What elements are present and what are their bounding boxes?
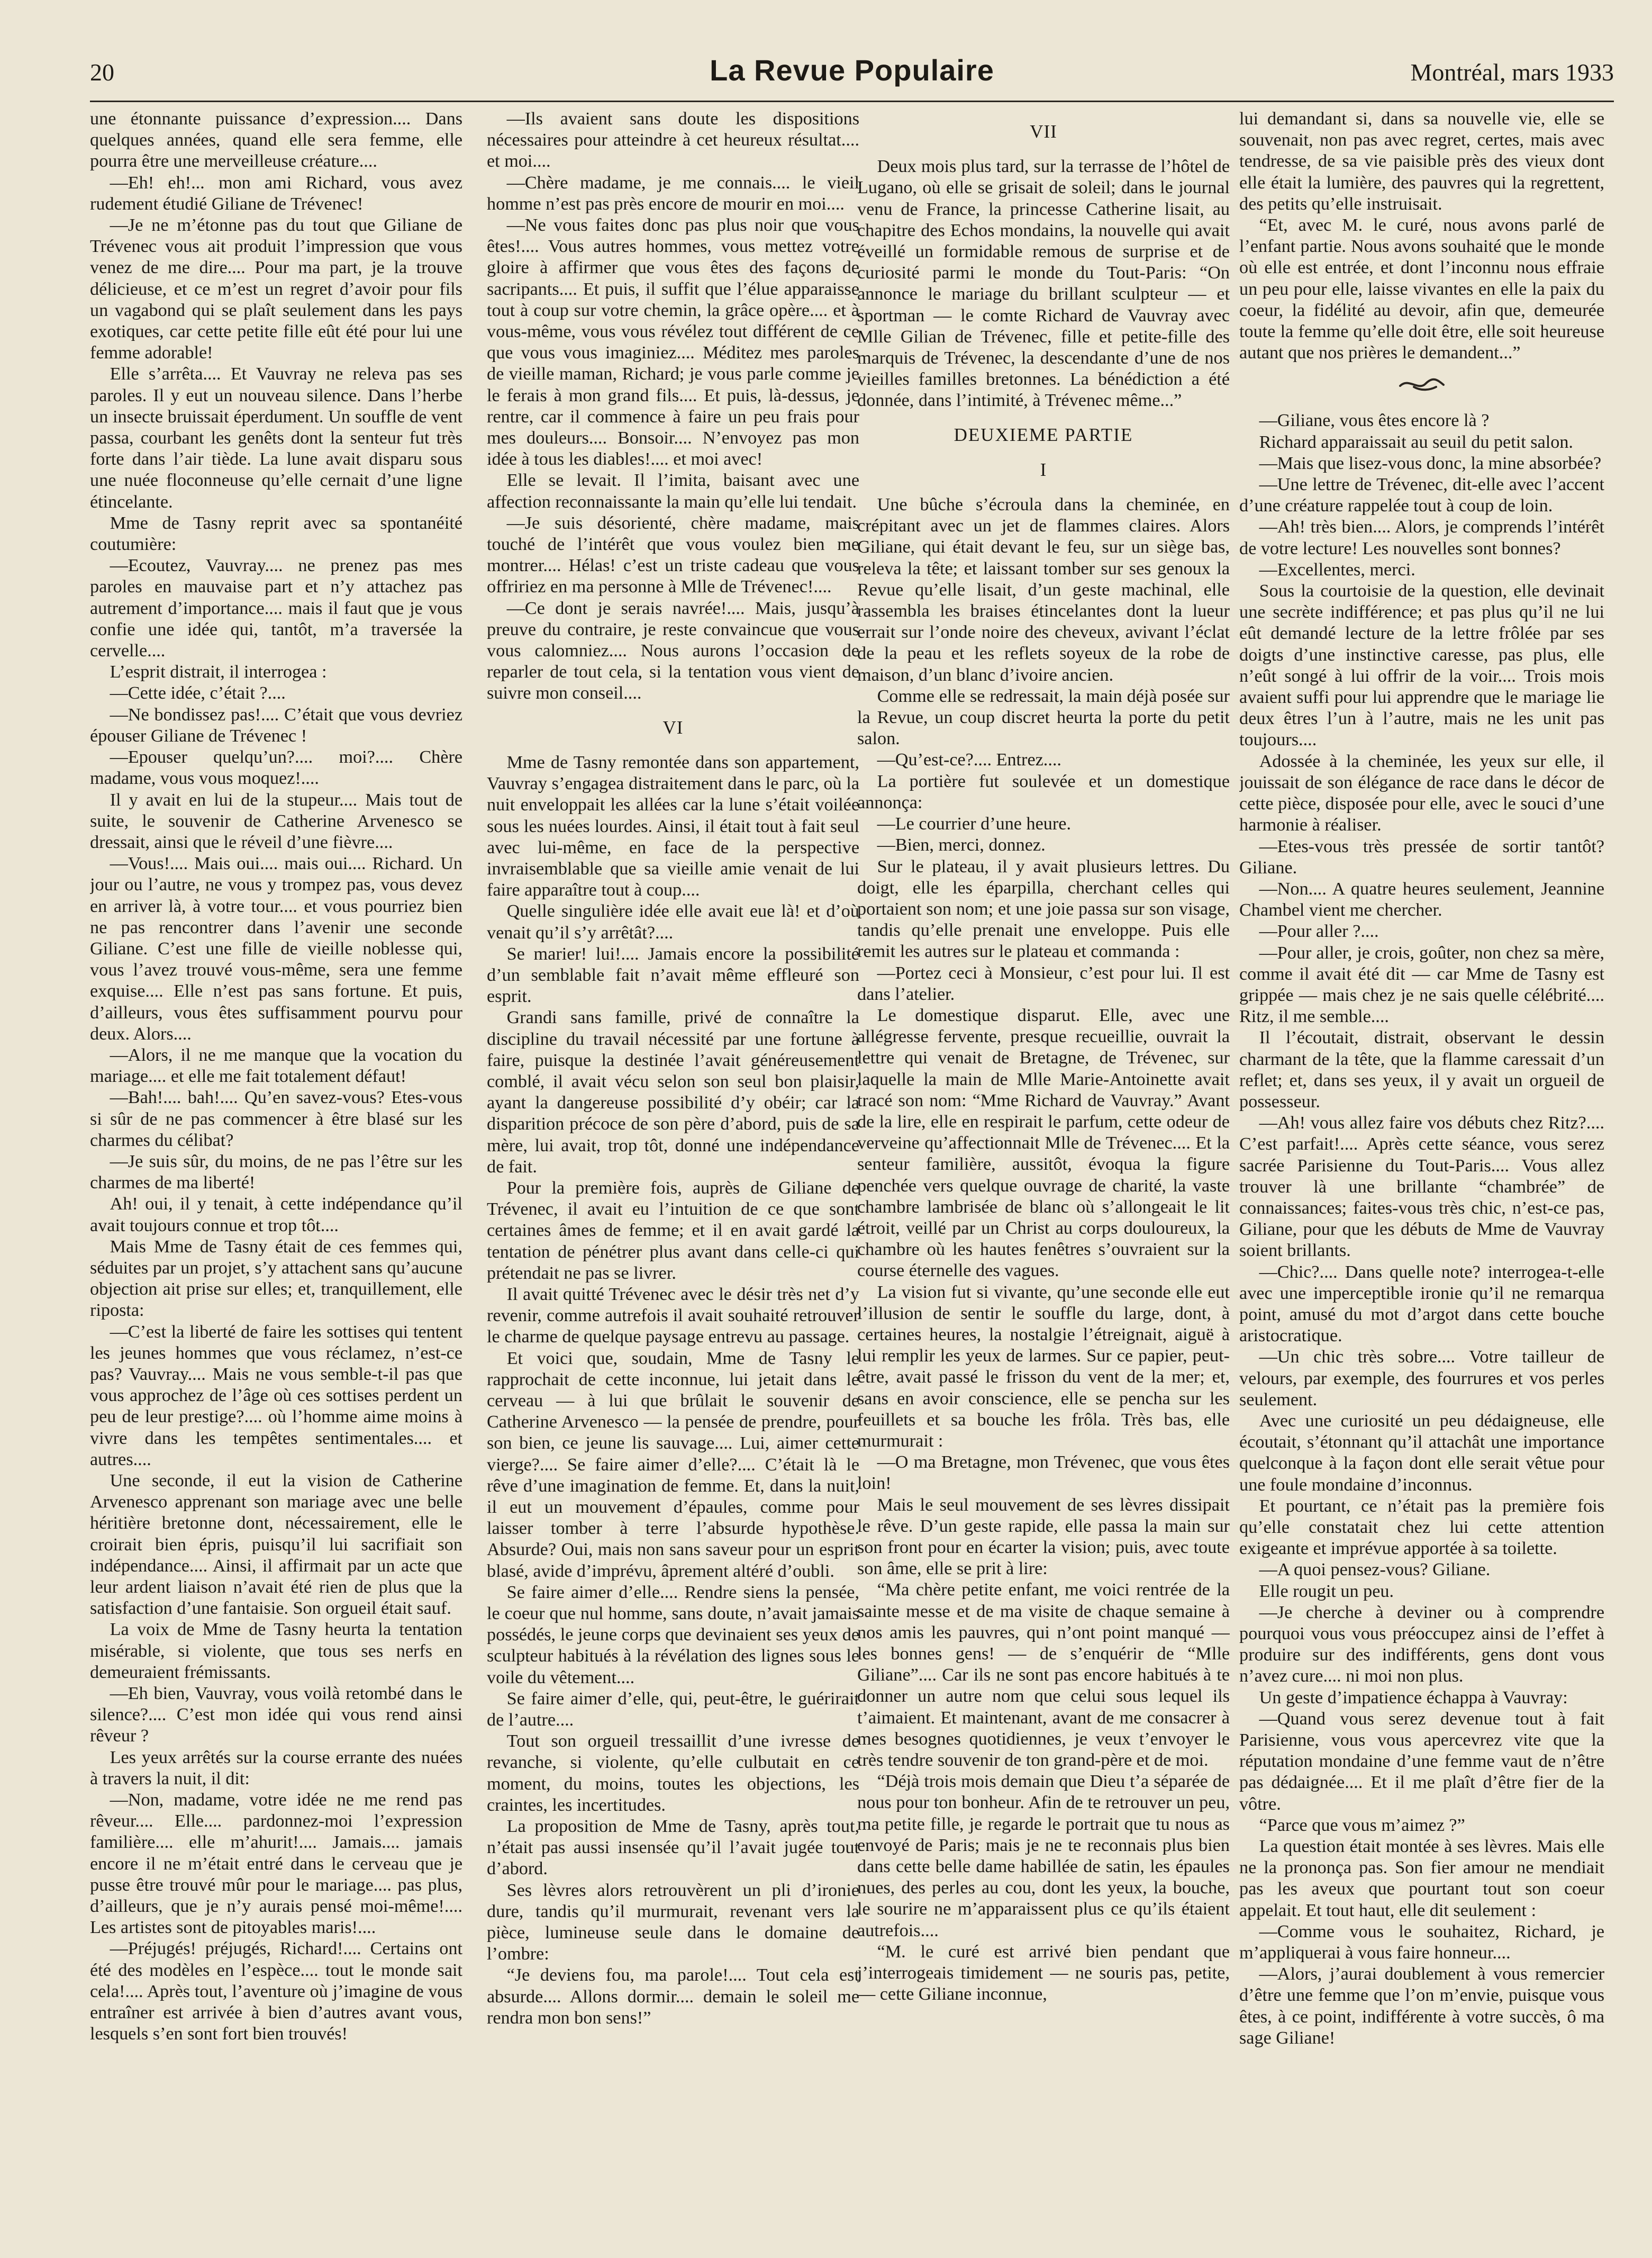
section-heading: VII — [1030, 121, 1057, 142]
paragraph: Il l’écoutait, distrait, observant le dessin charmant de la tête, que la flamme caressait d’un reflet; et, dans ses yeux, il y avait un orgueil de possesseur. — [1239, 1028, 1604, 1112]
paragraph: Sur le plateau, il y avait plusieurs lettres. Du doigt, elle les éparpilla, cherchant celles qui portaient son nom; et une joie passa sur son visage, tandis qu’elle prenait une enveloppe. Puis elle remit les autres sur le plateau et commanda : — [857, 856, 1230, 962]
paragraph: —Alors, j’aurai doublement à vous remercier d’être une femme que l’on m’envie, puisque vous êtes, à ce point, indifférente à votre succès, ô ma sage Giliane! — [1239, 1964, 1604, 2048]
paragraph: Il avait quitté Trévenec avec le désir très net d’y revenir, comme autrefois il avait souhaité retrouver le charme de quelque paysage entrevu au passage. — [487, 1284, 859, 1347]
paragraph: Avec une curiosité un peu dédaigneuse, elle écoutait, s’étonnant qu’il attachât une importance quelconque à la façon dont elle serait vêtue pour une foule mondaine d’inconnus. — [1239, 1411, 1604, 1495]
text-column-4 — [1239, 109, 1604, 2049]
paragraph: —Excellentes, merci. — [1259, 559, 1415, 580]
paragraph: —Chic?.... Dans quelle note? interrogea-t-elle avec une imperceptible ironie qu’il ne remarqua point, amusé du mot d’argot dans cette bouche aristocratique. — [1239, 1262, 1604, 1346]
page-header — [90, 53, 1614, 95]
paragraph: —Quand vous serez devenue tout à fait Parisienne, vous vous apercevrez vite que la réputation mondaine d’une femme vaut de n’être pas dédaignée.... Et il me plaît d’être fier de la vôtre. — [1239, 1709, 1604, 1814]
paragraph: “M. le curé est arrivé bien pendant que j’interrogeais timidement — ne souris pas, petite, — cette Giliane inconnue, — [857, 1941, 1230, 2004]
paragraph: —Ah! vous allez faire vos débuts chez Ritz?.... C’est parfait!.... Après cette séance, vous serez sacrée Parisienne du Tout-Paris.... Vous allez trouver là une brillante “chambrée” de connaissances; faites-vous très chic, n’est-ce pas, Giliane, pour que les débuts de Mme de Vauvray soient brillants. — [1239, 1113, 1604, 1261]
paragraph: La proposition de Mme de Tasny, après tout, n’était pas aussi insensée qu’il l’avait jugée tout d’abord. — [487, 1817, 859, 1879]
paragraph: lui demandant si, dans sa nouvelle vie, elle se souvenait, non pas avec regret, certes, mais avec tendresse, de sa vie paisible près des vieux dont elle était la lumière, des pauvres qui la regrettent, des petits qu’elle instruisait. — [1239, 109, 1604, 214]
part-heading: DEUXIEME PARTIE — [954, 424, 1133, 445]
paragraph: —Bah!.... bah!.... Qu’en savez-vous? Etes-vous si sûr de ne pas commencer à être blasé sur les charmes du célibat? — [90, 1088, 462, 1150]
text-column-1 — [90, 109, 462, 2045]
paragraph: —Giliane, vous êtes encore là ? — [1259, 411, 1490, 431]
paragraph: —Je ne m’étonne pas du tout que Giliane de Trévenec vous ait produit l’impression que vous venez de me dire.... Pour ma part, je la trouve délicieuse, et ce m’est un regret d’avoir pour fils un vagabond qui se plaît seulement dans les pays exotiques, car cette petite fille eût été pour lui une femme adorable! — [90, 215, 462, 363]
paragraph: —C’est la liberté de faire les sottises qui tentent les jeunes hommes que vous réclamez, n’est-ce pas? Vauvray.... Mais ne vous semble-t-il pas que vous approchez de l’âge où ces sottises perdent un peu de leur prestige?.... où l’homme aime moins à vivre dans les tempêtes sentimentales.... et autres.... — [90, 1322, 462, 1469]
paragraph: Deux mois plus tard, sur la terrasse de l’hôtel de Lugano, où elle se grisait de soleil; dans le journal venu de France, la princesse Catherine lisait, au chapitre des Echos mondains, la nouvelle qui avait éveillé un formidable remous de surprise et de curiosité parmi le monde du Tout-Paris: “On annonce le mariage du brillant sculpteur — et sportman — le comte Richard de Vauvray avec Mlle Gilian de Trévenec, fille et petite-fille des marquis de Trévenec, la descendante d’une de nos vieilles familles bretonnes. La bénédiction a été donnée, dans l’intimité, à Trévenec même...” — [857, 157, 1230, 411]
paragraph: “Et, avec M. le curé, nous avons parlé de l’enfant partie. Nous avons souhaité que le monde où elle est entrée, et dont l’inconnu nous effraie un peu pour elle, laisse vivantes en elle la paix du coeur, la fidélité au devoir, afin que, demeurée toute la femme qu’elle doit être, elle soit heureuse autant que nos prières le demandent...” — [1239, 215, 1604, 363]
paragraph: —Ecoutez, Vauvray.... ne prenez pas mes paroles en mauvaise part et n’y attachez pas autrement d’importance.... mais il faut que je vous confie une idée qui, tantôt, m’a traversée la cervelle.... — [90, 556, 462, 661]
paragraph: —Mais que lisez-vous donc, la mine absorbée? — [1259, 453, 1602, 473]
paragraph: Se faire aimer d’elle.... Rendre siens la pensée, le coeur que nul homme, sans doute, n’avait jamais possédés, le jeune corps que devinaient ses yeux de sculpteur habitués à la révélation des lignes sous le voile du vêtement.... — [487, 1582, 859, 1687]
section-heading: I — [1040, 459, 1047, 480]
paragraph: —Qu’est-ce?.... Entrez.... — [877, 750, 1061, 770]
ornament-divider — [1239, 375, 1604, 396]
paragraph: Tout son orgueil tressaillit d’une ivresse de revanche, si violente, qu’elle culbutait en ce moment, du moins, toutes les objections, les craintes, les incertitudes. — [487, 1731, 859, 1815]
paragraph: —Ne bondissez pas!.... C’était que vous devriez épouser Giliane de Trévenec ! — [90, 705, 462, 746]
paragraph: Une seconde, il eut la vision de Catherine Arvenesco apprenant son mariage avec une belle héritière bretonne dont, nécessairement, elle le croirait bien épris, puisqu’il lui sacrifiait son indépendance.... Ainsi, il affirmait par un acte que leur ardent liaison n’avait été rien de plus que la satisfaction d’une fantaisie. Son orgueil était sauf. — [90, 1471, 462, 1619]
paragraph: —O ma Bretagne, mon Trévenec, que vous êtes loin! — [857, 1452, 1230, 1494]
paragraph: —Non.... A quatre heures seulement, Jeannine Chambel vient me chercher. — [1239, 879, 1604, 920]
paragraph: —Cette idée, c’était ?.... — [110, 683, 286, 703]
paragraph: une étonnante puissance d’expression.... Dans quelques années, quand elle sera femme, elle pourra être une merveilleuse créature.... — [90, 109, 462, 171]
paragraph: Ah! oui, il y tenait, à cette indépendance qu’il avait toujours connue et trop tôt.... — [90, 1194, 462, 1235]
paragraph: Mais Mme de Tasny était de ces femmes qui, séduites par un projet, s’y attachent sans qu’aucune objection ait prise sur elles; et, tranquillement, elle riposta: — [90, 1236, 462, 1321]
paragraph: La voix de Mme de Tasny heurta la tentation misérable, si violente, que tous ses nerfs en demeuraient frémissants. — [90, 1620, 462, 1682]
paragraph: —Je cherche à deviner ou à comprendre pourquoi vous vous préoccupez ainsi de l’effet à produire sur des indifférents, gens dont vous n’avez cure.... ni moi non plus. — [1239, 1602, 1604, 1686]
paragraph: Richard apparaissait au seuil du petit salon. — [1259, 432, 1573, 452]
paragraph: Quelle singulière idée elle avait eue là! et d’où venait qu’il s’y arrêtât?.... — [487, 901, 859, 943]
paragraph: Elle se levait. Il l’imita, baisant avec une affection reconnaissante la main qu’elle lui tendait. — [487, 471, 859, 512]
page-number: 20 — [90, 59, 114, 86]
paragraph: Le domestique disparut. Elle, avec une allégresse fervente, presque recueillie, ouvrait la lettre qui venait de Bretagne, de Trévenec, sur laquelle la main de Mlle Marie-Antoinette avait tracé son nom: “Mme Richard de Vauvray.” Avant de la lire, elle en respirait le parfum, cette odeur de verveine qu’affectionnait Mlle de Trévenec.... Et la senteur familière, aussitôt, évoqua la figure penchée vers quelque ouvrage de charité, la vaste chambre lambrisée de blanc où s’allongeait le lit étroit, veillé par un Christ au corps douloureux, la chambre où les hautes fenêtres s’ouvraient sur la course éternelle des vagues. — [857, 1005, 1230, 1281]
paragraph: La vision fut si vivante, qu’une seconde elle eut l’illusion de sentir le souffle du large, dont, à certaines heures, la nostalgie l’étreignait, aiguë à lui remplir les yeux de larmes. Sur ce papier, peut-être, avait passé le frisson du vent de la mer; et, sans en avoir conscience, elle se pencha sur les feuillets et sa bouche les frôla. Très bas, elle murmurait : — [857, 1282, 1230, 1451]
paragraph: —Portez ceci à Monsieur, c’est pour lui. Il est dans l’atelier. — [857, 963, 1230, 1004]
paragraph: —Pour aller, je crois, goûter, non chez sa mère, comme il avait été dit — car Mme de Tasny est grippée — mais chez je ne sais quelle célébrité.... Ritz, il me semble.... — [1239, 943, 1604, 1027]
flourish-icon — [1398, 375, 1446, 394]
paragraph: —Un chic très sobre.... Votre tailleur de velours, par exemple, des fourrures et vos perles seulement. — [1239, 1347, 1604, 1410]
paragraph: —Ne vous faites donc pas plus noir que vous êtes!.... Vous autres hommes, vous mettez votre gloire à affirmer que vous êtes des façons de sacripants.... Et puis, il suffit que l’élue apparaisse tout à coup sur votre chemin, la grâce opère.... et à vous-même, vous vous révélez tout différent de ce que vous vous imaginiez.... Méditez mes paroles de vieille maman, Richard; je vous parle comme je le ferais à mon grand fils.... Et puis, là-dessus, je rentre, car il commence à faire un peu frais pour mes douleurs.... Bonsoir.... N’envoyez pas mon idée à tous les diables!.... et moi avec! — [487, 215, 859, 469]
paragraph: —Le courrier d’une heure. — [877, 814, 1071, 834]
text-column-2 — [487, 109, 859, 2029]
paragraph: —Pour aller ?.... — [1259, 922, 1379, 942]
paragraph: —Je suis désorienté, chère madame, mais touché de l’intérêt que vous voulez bien me montrer.... Hélas! c’est un triste cadeau que vous offririez en ma personne à Mlle de Trévenec!.... — [487, 513, 859, 597]
paragraph: Mais le seul mouvement de ses lèvres dissipait le rêve. D’un geste rapide, elle passa la main sur son front pour en écarter la vision; puis, avec toute son âme, elle se prit à lire: — [857, 1495, 1230, 1579]
paragraph: “Déjà trois mois demain que Dieu t’a séparée de nous pour ton bonheur. Afin de te retrouver un peu, ma petite fille, je regarde le portrait que tu nous as envoyé de Paris; mais je ne te reconnais plus bien dans cette belle dame habillée de satin, les épaules nues, des perles au cou, dont les yeux, la bouche, le sourire ne m’apparaissent plus ce qu’ils étaient autrefois.... — [857, 1772, 1230, 1940]
paragraph: —Bien, merci, donnez. — [877, 835, 1046, 855]
paragraph: Se faire aimer d’elle, qui, peut-être, le guérirait de l’autre.... — [487, 1688, 859, 1730]
paragraph: Et voici que, soudain, Mme de Tasny le rapprochait de cette inconnue, lui jetait dans le cerveau — à lui que brûlait le souvenir de Catherine Arvenesco — la pensée de prendre, pour son bien, ce jeune lis sauvage.... Lui, aimer cette vierge?.... Se faire aimer d’elle?.... C’était là le rêve d’une imagination de femme. Et, dans la nuit, il eut un mouvement d’épaules, comme pour laisser tomber à terre l’absurde hypothèse. Absurde? Oui, mais non sans saveur pour un esprit blasé, avide d’imprévu, âprement altéré d’oubli. — [487, 1348, 859, 1581]
paragraph: —Ils avaient sans doute les dispositions nécessaires pour atteindre à cet heureux résultat.... et moi.... — [487, 109, 859, 171]
paragraph: Se marier! lui!.... Jamais encore la possibilité d’un semblable fait n’avait même effleuré son esprit. — [487, 944, 859, 1007]
paragraph: “Parce que vous m’aimez ?” — [1259, 1815, 1465, 1835]
paragraph: “Je deviens fou, ma parole!.... Tout cela est absurde.... Allons dormir.... demain le soleil me rendra mon bon sens!” — [487, 1965, 859, 2028]
paragraph: —A quoi pensez-vous? Giliane. — [1259, 1560, 1491, 1580]
text-column-3 — [857, 109, 1230, 2005]
paragraph: —Préjugés! préjugés, Richard!.... Certains ont été des modèles en l’espèce.... tout le monde sait cela!.... Après tout, l’aventure où j’imagine de vous entraîner est arrivée à bien d’autres avant vous, lesquels s’en sont fort bien trouvés! — [90, 1939, 462, 2044]
paragraph: Mme de Tasny reprit avec sa spontanéité coutumière: — [90, 513, 462, 555]
paragraph: L’esprit distrait, il interrogea : — [110, 662, 327, 682]
paragraph: Mme de Tasny remontée dans son appartement, Vauvray s’engagea distraitement dans le parc, où la nuit enveloppait les allées car la lune s’était voilée sous les nuées lourdes. Ainsi, il était tout à fait seul avec lui-même, en face de la perspective invraisemblable que sa vieille amie venait de lui faire apparaître tout à coup.... — [487, 752, 859, 900]
paragraph: —Non, madame, votre idée ne me rend pas rêveur.... Elle.... pardonnez-moi l’expression familière.... elle m’ahurit!.... Jamais.... jamais encore il ne m’était entré dans le cerveau que je pusse être trouvé mûr pour le mariage.... pas plus, d’ailleurs, que je n’y aurais pensé moi-même!.... Les artistes sont de pitoyables maris!.... — [90, 1790, 462, 1938]
paragraph: Une bûche s’écroula dans la cheminée, en crépitant avec un jet de flammes claires. Alors Giliane, qui était devant le feu, sur un siège bas, releva la tête; et laissant tomber sur ses genoux la Revue qu’elle lisait, d’un geste machinal, elle rassembla les braises étincelantes dont la lueur errait sur l’onde noire des cheveux, avivant l’éclat de la peau et les reflets soyeux de la robe de maison, d’un blanc d’ivoire ancien. — [857, 495, 1230, 685]
paragraph: —Etes-vous très pressée de sortir tantôt? Giliane. — [1239, 836, 1604, 878]
paragraph: La portière fut soulevée et un domestique annonça: — [857, 771, 1230, 812]
paragraph: Un geste d’impatience échappa à Vauvray: — [1259, 1687, 1568, 1708]
header-rule — [90, 101, 1614, 102]
paragraph: “Ma chère petite enfant, me voici rentrée de la sainte messe et de ma visite de chaque semaine à nos amis les pauvres, qui n’ont point manqué — les bonnes gens! — de s’enquérir de “Mlle Giliane”.... Car ils ne sont pas encore habitués à te donner un autre nom que celui sous lequel ils t’aimaient. Et maintenant, avant de me consacrer à mes besognes quotidiennes, je veux t’envoyer le très tendre souvenir de ton grand-père et de moi. — [857, 1580, 1230, 1771]
paragraph: Ses lèvres alors retrouvèrent un pli d’ironie dure, tandis qu’il murmurait, revenant vers la pièce, lumineuse seule dans le domaine de l’ombre: — [487, 1880, 859, 1964]
paragraph: —Epouser quelqu’un?.... moi?.... Chère madame, vous vous moquez!.... — [90, 747, 462, 789]
paragraph: Il y avait en lui de la stupeur.... Mais tout de suite, le souvenir de Catherine Arvenesco se dressait, ainsi que le réveil d’une fièvre.... — [90, 790, 462, 852]
paragraph: Les yeux arrêtés sur la course errante des nuées à travers la nuit, il dit: — [90, 1747, 462, 1789]
issue-date: Montréal, mars 1933 — [1410, 59, 1614, 86]
paragraph: La question était montée à ses lèvres. Mais elle ne la prononça pas. Son fier amour ne mendiait pas les aveux que pourtant tout son coeur appelait. Et tout haut, elle dit seulement : — [1239, 1837, 1604, 1920]
paragraph: Adossée à la cheminée, les yeux sur elle, il jouissait de son élégance de race dans le décor de cette pièce, disposée pour elle, avec le souci d’une harmonie à réaliser. — [1239, 751, 1604, 835]
paragraph: —Vous!.... Mais oui.... mais oui.... Richard. Un jour ou l’autre, ne vous y trompez pas, vous devez en arriver là, à votre tour.... et vous pourriez bien ne pas rencontrer dans l’avenir une seconde Giliane. C’est une fille de vieille noblesse qui, vous l’avez trouvé vous-même, sera une femme exquise.... Elle n’est pas sans fortune. Et puis, d’ailleurs, vous êtes suffisamment pourvu pour deux. Alors.... — [90, 854, 462, 1044]
paragraph: —Une lettre de Trévenec, dit-elle avec l’accent d’une créature rappelée tout à coup de loin. — [1239, 475, 1604, 516]
paragraph: Comme elle se redressait, la main déjà posée sur la Revue, un coup discret heurta la porte du petit salon. — [857, 686, 1230, 749]
paragraph: Elle rougit un peu. — [1259, 1581, 1394, 1601]
paragraph: —Ah! très bien.... Alors, je comprends l’intérêt de votre lecture! Les nouvelles sont bonnes? — [1239, 517, 1604, 558]
paragraph: Et pourtant, ce n’était pas la première fois qu’elle constatait chez lui cette attention exigeante et imprévue apportée à sa toilette. — [1239, 1496, 1604, 1559]
paragraph: —Comme vous le souhaitez, Richard, je m’appliquerai à vous faire honneur.... — [1239, 1921, 1604, 1963]
paragraph: —Chère madame, je me connais.... le vieil homme n’est pas près encore de mourir en moi.... — [487, 173, 859, 214]
paragraph: Elle s’arrêta.... Et Vauvray ne releva pas ses paroles. Il y eut un nouveau silence. Dans l’herbe un insecte bruissait éperdument. Un souffle de vent passa, courbant les genêts dont la senteur fut très forte dans l’air tiède. La lune avait disparu sous une nuée floconneuse qu’elle cernait d’une ligne étincelante. — [90, 364, 462, 512]
paragraph: Pour la première fois, auprès de Giliane de Trévenec, il avait eu l’intuition de ce que sont certaines âmes de femme; et il en avait gardé la tentation de pénétrer plus avant dans celle-ci qui prétendait ne pas se livrer. — [487, 1178, 859, 1283]
paragraph: Grandi sans famille, privé de connaître la discipline du travail nécessité par une fortune à faire, puisque la destinée l’avait généreusement comblé, il avait vécu selon son seul bon plaisir, ayant la dangereuse possibilité d’y obéir; car la disparition précoce de son père d’abord, puis de sa mère, lui avait, trop tôt, donné une indépendance de fait. — [487, 1008, 859, 1177]
paragraph: —Je suis sûr, du moins, de ne pas l’être sur les charmes de ma liberté! — [90, 1151, 462, 1193]
paragraph: —Eh! eh!... mon ami Richard, vous avez rudement étudié Giliane de Trévenec! — [90, 173, 462, 214]
magazine-title: La Revue Populaire — [710, 53, 994, 87]
paragraph: —Eh bien, Vauvray, vous voilà retombé dans le silence?.... C’est mon idée qui vous rend ainsi rêveur ? — [90, 1684, 462, 1746]
paragraph: Sous la courtoisie de la question, elle devinait une secrète indifférence; et pas plus qu’il ne lui eût demandé lecture de la lettre frôlée par ses doigts d’une instinctive caresse, pas plus, elle n’eût songé à lui offrir de la voir.... Trois mois avaient suffi pour lui apprendre que le mariage lie deux êtres l’un à l’autre, mais ne les unit pas toujours.... — [1239, 581, 1604, 750]
section-heading: VI — [662, 717, 684, 738]
paragraph: —Alors, il ne me manque que la vocation du mariage.... et elle me fait totalement défaut! — [90, 1045, 462, 1087]
paragraph: —Ce dont je serais navrée!.... Mais, jusqu’à preuve du contraire, je reste convaincue que vous vous calomniez.... Nous aurons l’occasion de reparler de tout cela, si la tentation vous vient de suivre mon conseil.... — [487, 598, 859, 703]
